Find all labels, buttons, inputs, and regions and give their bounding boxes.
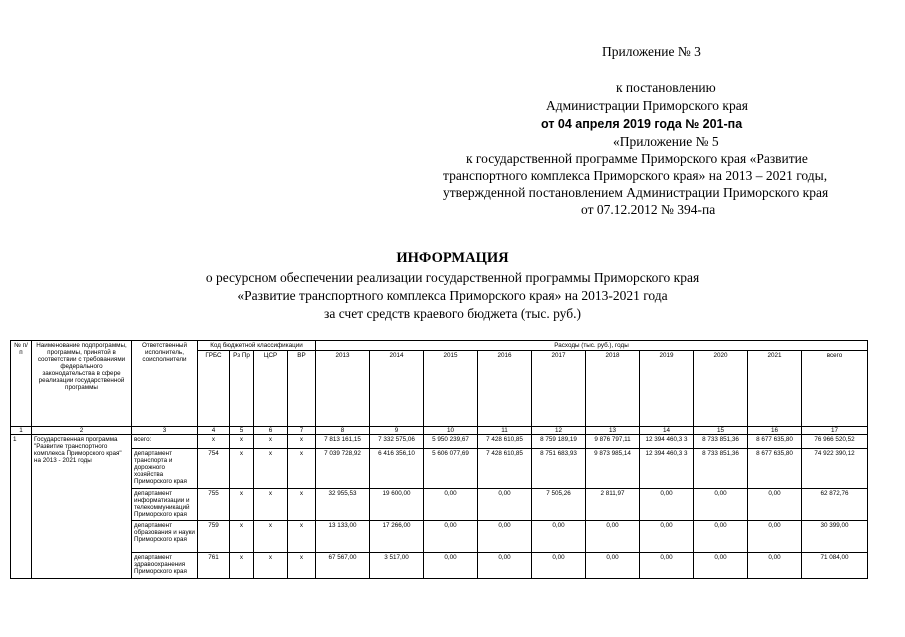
expense-value-cell: 12 394 460,3 3	[640, 435, 694, 449]
program-line-1: к государственной программе Приморского края «Развитие	[466, 151, 808, 166]
title-line-3: за счет средств краевого бюджета (тыс. руб.)	[324, 306, 581, 321]
expense-value-cell: 32 955,53	[316, 489, 370, 521]
expense-value-cell: 7 428 610,85	[478, 449, 532, 489]
expense-value-cell: 17 266,00	[370, 521, 424, 553]
kbk-csr-header: ЦСР	[254, 351, 288, 427]
column-number: 17	[802, 427, 868, 435]
expense-value-cell: 8 733 851,36	[694, 435, 748, 449]
column-number: 3	[132, 427, 198, 435]
expense-value-cell: 0,00	[586, 521, 640, 553]
year-2019-header: 2019	[640, 351, 694, 427]
year-2020-header: 2020	[694, 351, 748, 427]
col-name-header: Наименование подпрограммы, программы, принятой в соответствии с требованиями федерального законодательства в сфере реализации государственной программы	[32, 341, 132, 427]
expense-value-cell: 0,00	[748, 553, 802, 579]
expense-value-cell: 7 505,26	[532, 489, 586, 521]
total-value-cell: 71 084,00	[802, 553, 868, 579]
total-header: всего	[802, 351, 868, 427]
expense-value-cell: 8 677 635,80	[748, 435, 802, 449]
total-value-cell: 76 966 520,52	[802, 435, 868, 449]
vr-cell: х	[288, 521, 316, 553]
title-line-1: о ресурсном обеспечении реализации государственной программы Приморского края	[205, 270, 700, 285]
expense-value-cell: 3 517,00	[370, 553, 424, 579]
total-value-cell: 30 399,00	[802, 521, 868, 553]
expense-value-cell: 0,00	[640, 521, 694, 553]
expense-value-cell: 5 950 239,67	[424, 435, 478, 449]
rzpr-cell: х	[230, 435, 254, 449]
vr-cell: х	[288, 449, 316, 489]
column-number: 6	[254, 427, 288, 435]
year-2014-header: 2014	[370, 351, 424, 427]
appendix-label: Приложение № 3	[602, 44, 701, 59]
document-heading: ИНФОРМАЦИЯ	[396, 250, 509, 266]
table-row	[11, 489, 868, 521]
resource-table	[10, 340, 868, 579]
executor-cell: департамент информатизации и телекоммуникаций Приморского края	[132, 489, 198, 521]
expense-value-cell: 9 873 985,14	[586, 449, 640, 489]
grbs-cell: 761	[198, 553, 230, 579]
expense-value-cell: 6 416 356,10	[370, 449, 424, 489]
quote-appendix-label: «Приложение № 5	[613, 134, 719, 149]
col-expenses-header: Расходы (тыс. руб.), годы	[316, 341, 868, 351]
vr-cell: х	[288, 435, 316, 449]
expense-value-cell: 0,00	[748, 521, 802, 553]
table-row	[11, 449, 868, 489]
expense-value-cell: 7 428 610,85	[478, 435, 532, 449]
column-number: 7	[288, 427, 316, 435]
expense-value-cell: 0,00	[532, 553, 586, 579]
executor-cell: департамент транспорта и дорожного хозяйства Приморского края	[132, 449, 198, 489]
column-number: 15	[694, 427, 748, 435]
title-line-2: «Развитие транспортного комплекса Приморского края» на 2013-2021 года	[237, 288, 668, 303]
rzpr-cell: х	[230, 521, 254, 553]
expense-value-cell: 2 811,97	[586, 489, 640, 521]
column-number: 16	[748, 427, 802, 435]
expense-value-cell: 7 332 575,06	[370, 435, 424, 449]
header-row-1	[11, 341, 868, 351]
rzpr-cell: х	[230, 449, 254, 489]
expense-value-cell: 8 759 189,19	[532, 435, 586, 449]
col-num-header: № п/п	[11, 341, 32, 427]
expense-value-cell: 8 677 635,80	[748, 449, 802, 489]
column-number: 13	[586, 427, 640, 435]
expense-value-cell: 19 600,00	[370, 489, 424, 521]
resolution-date-number: от 04 апреля 2019 года № 201-па	[541, 117, 743, 131]
grbs-cell: 755	[198, 489, 230, 521]
expense-value-cell: 0,00	[424, 489, 478, 521]
kbk-vr-header: ВР	[288, 351, 316, 427]
to-resolution-label: к постановлению	[616, 80, 716, 95]
expense-value-cell: 13 133,00	[316, 521, 370, 553]
column-numbers-row	[11, 427, 868, 435]
year-2013-header: 2013	[316, 351, 370, 427]
column-number: 9	[370, 427, 424, 435]
expense-value-cell: 8 751 683,93	[532, 449, 586, 489]
grbs-cell: 759	[198, 521, 230, 553]
column-number: 2	[32, 427, 132, 435]
column-number: 5	[230, 427, 254, 435]
expense-value-cell: 67 567,00	[316, 553, 370, 579]
expense-value-cell: 9 876 797,11	[586, 435, 640, 449]
csr-cell: х	[254, 553, 288, 579]
table-row	[11, 521, 868, 553]
expense-value-cell: 0,00	[640, 489, 694, 521]
administration-label: Администрации Приморского края	[546, 98, 748, 113]
year-2017-header: 2017	[532, 351, 586, 427]
vr-cell: х	[288, 553, 316, 579]
total-value-cell: 62 872,76	[802, 489, 868, 521]
year-2015-header: 2015	[424, 351, 478, 427]
year-2016-header: 2016	[478, 351, 532, 427]
expense-value-cell: 0,00	[694, 553, 748, 579]
col-executor-header: Ответственный исполнитель, соисполнители	[132, 341, 198, 427]
column-number: 4	[198, 427, 230, 435]
rzpr-cell: х	[230, 553, 254, 579]
expense-value-cell: 0,00	[748, 489, 802, 521]
rzpr-cell: х	[230, 489, 254, 521]
vr-cell: х	[288, 489, 316, 521]
program-name-cell: Государственная программа "Развитие транспортного комплекса Приморского края" на 2013 - 2021 годы	[32, 435, 132, 579]
total-value-cell: 74 922 390,12	[802, 449, 868, 489]
expense-value-cell: 0,00	[694, 521, 748, 553]
expense-value-cell: 0,00	[586, 553, 640, 579]
expense-value-cell: 8 733 851,36	[694, 449, 748, 489]
column-number: 8	[316, 427, 370, 435]
expense-value-cell: 7 813 161,15	[316, 435, 370, 449]
column-number: 10	[424, 427, 478, 435]
table-row	[11, 553, 868, 579]
expense-value-cell: 0,00	[694, 489, 748, 521]
row-number-cell: 1	[11, 435, 32, 579]
column-number: 12	[532, 427, 586, 435]
csr-cell: х	[254, 449, 288, 489]
expense-value-cell: 0,00	[532, 521, 586, 553]
executor-cell: департамент образования и науки Приморского края	[132, 521, 198, 553]
column-number: 11	[478, 427, 532, 435]
column-number: 14	[640, 427, 694, 435]
expense-value-cell: 12 394 460,3 3	[640, 449, 694, 489]
col-kbk-header: Код бюджетной классификации	[198, 341, 316, 351]
expense-value-cell: 0,00	[424, 521, 478, 553]
kbk-grbs-header: ГРБС	[198, 351, 230, 427]
program-line-2: транспортного комплекса Приморского края» на 2013 – 2021 годы,	[443, 168, 828, 183]
kbk-rzpr-header: Рз Пр	[230, 351, 254, 427]
expense-value-cell: 0,00	[424, 553, 478, 579]
executor-cell: всего:	[132, 435, 198, 449]
expense-value-cell: 0,00	[478, 521, 532, 553]
expense-value-cell: 7 039 728,92	[316, 449, 370, 489]
csr-cell: х	[254, 489, 288, 521]
program-line-4: от 07.12.2012 № 394-па	[581, 202, 716, 217]
executor-cell: департамент здравоохранения Приморского края	[132, 553, 198, 579]
column-number: 1	[11, 427, 32, 435]
expense-value-cell: 5 606 077,69	[424, 449, 478, 489]
expense-value-cell: 0,00	[478, 553, 532, 579]
csr-cell: х	[254, 521, 288, 553]
csr-cell: х	[254, 435, 288, 449]
program-line-3: утвержденной постановлением Администрации Приморского края	[443, 185, 829, 200]
table-row	[11, 435, 868, 449]
grbs-cell: 754	[198, 449, 230, 489]
grbs-cell: х	[198, 435, 230, 449]
expense-value-cell: 0,00	[478, 489, 532, 521]
year-2021-header: 2021	[748, 351, 802, 427]
expense-value-cell: 0,00	[640, 553, 694, 579]
year-2018-header: 2018	[586, 351, 640, 427]
